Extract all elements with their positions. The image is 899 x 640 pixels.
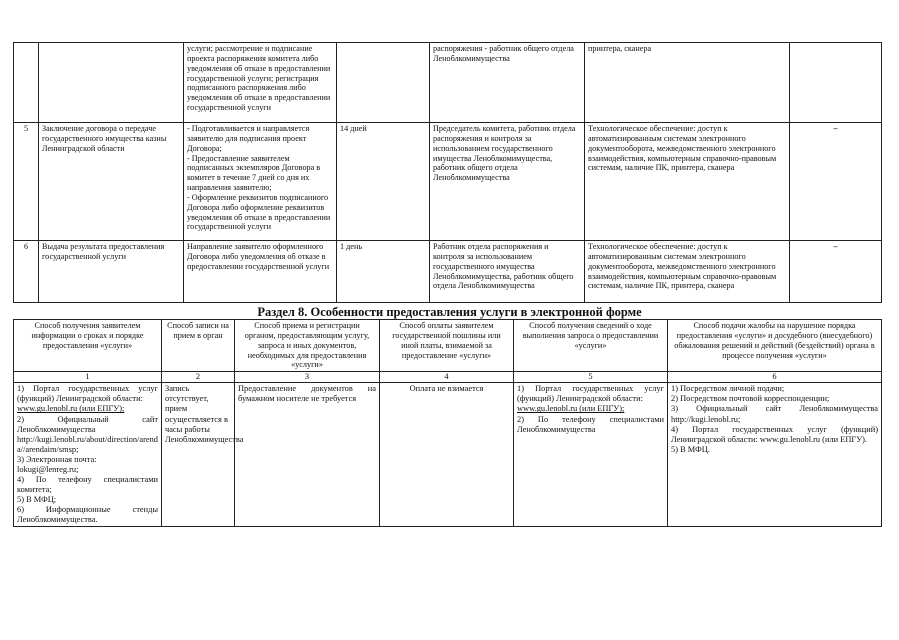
step-name — [39, 43, 184, 123]
step-procedure: - Подготавливается и направляется заявителю для подписания проект Договора; - Предоставление заявителем подписанных экземпляров Договора в комитет в течение 7 дней со дня их направления заявителю; - Оформление реквизитов подписанного Договора либо оформление реквизитов уведомления об отказе в предоставлении государственной услуги — [184, 123, 337, 241]
step-procedure: услуги; рассмотрение и подписание проекта распоряжения комитета либо уведомления об отказе в предоставлении государственной услуги; регистрация подписанного распоряжения либо уведомления об отказе в предоставлении государственной услуги — [184, 43, 337, 123]
appointment-cell: Запись отсутствует, прием осуществляется в часы работы Леноблкомимущества — [162, 383, 235, 527]
email-link[interactable]: lokugi@lenreg.ru; — [17, 464, 79, 474]
step-executor: распоряжения - работник общего отдела Леноблкомимущества — [430, 43, 585, 123]
step-term — [337, 43, 430, 123]
list-item: 1) Посредством личной подачи; — [671, 384, 785, 394]
list-item: 5) В МФЦ. — [671, 444, 710, 454]
step-name: Выдача результата предоставления государственной услуги — [39, 241, 184, 303]
step-resources: Технологическое обеспечение: доступ к автоматизированным системам электронного документооборота, межведомственного электронного взаимодействия, компьютерным справочно-правовым системам, наличие ПК, принтера, сканера — [585, 123, 790, 241]
portal-link[interactable]: www.gu.lenobl.ru (или ЕПГУ); — [17, 404, 125, 414]
step-term: 14 дней — [337, 123, 430, 241]
number-row — [14, 372, 882, 383]
step-term: 1 день — [337, 241, 430, 303]
header-row — [14, 320, 882, 372]
list-item: 2) Посредством почтовой корреспонденции; — [671, 394, 830, 404]
status-info-cell — [514, 383, 668, 527]
column-header: Способ приема и регистрации органом, предоставляющим услугу, запроса и иных документов, необходимых для предоставления «услуги» — [235, 320, 380, 372]
column-number: 2 — [162, 372, 235, 383]
step-number — [14, 43, 39, 123]
info-methods-cell — [14, 383, 162, 527]
section-title: Раздел 8. Особенности предоставления услуги в электронной форме — [257, 305, 642, 319]
list-item: 1) Портал государственных услуг (функций) Ленинградской области: — [517, 384, 664, 404]
list-item: 1) Портал государственных услуг (функций) Ленинградской области: — [17, 384, 158, 404]
site-link[interactable]: http://kugi.lenobl.ru/about/direction/arenda//arendaim/smsp; — [17, 434, 158, 454]
list-item: 4) По телефону специалистами комитета; — [17, 475, 158, 495]
step-procedure: Направление заявителю оформленного Договора либо уведомления об отказе в предоставлении государственной услуги — [184, 241, 337, 303]
step-executor: Председатель комитета, работник отдела распоряжения и контроля за использованием государственного имущества Леноблкомимущества, работник общего отдела Леноблкомимущества — [430, 123, 585, 241]
complaint-cell — [668, 383, 882, 527]
portal-link[interactable]: www.gu.lenobl.ru (или ЕПГУ); — [517, 404, 625, 414]
step-number: 5 — [14, 123, 39, 241]
column-number: 5 — [514, 372, 668, 383]
step-executor: Работник отдела распоряжения и контроля за использованием государственного имущества Леноблкомимущества, работник общего отдела Леноблкомимущества — [430, 241, 585, 303]
list-item: 2) Официальный сайт Леноблкомимущества — [17, 414, 158, 434]
table-row — [14, 241, 882, 303]
step-forms: – — [790, 123, 882, 241]
list-item: 3) Электронная почта: — [17, 454, 97, 464]
table-row — [14, 383, 882, 527]
step-resources: Технологическое обеспечение: доступ к автоматизированным системам электронного документооборота, межведомственного электронного взаимодействия, компьютерным справочно-правовым системам, наличие ПК, принтера, сканера — [585, 241, 790, 303]
document-reception-cell: Предоставление документов на бумажном носителе не требуется — [235, 383, 380, 527]
process-table — [13, 42, 882, 303]
column-header: Способ оплаты заявителем государственной пошлины или иной платы, взимаемой за предоставление «услуги» — [380, 320, 514, 372]
table-row — [14, 123, 882, 241]
step-resources: принтера, сканера — [585, 43, 790, 123]
list-item: 3) Официальный сайт Леноблкомимущества http://kugi.lenobl.ru; — [671, 404, 878, 424]
step-forms: – — [790, 241, 882, 303]
step-forms — [790, 43, 882, 123]
step-name: Заключение договора о передаче государственного имущества казны Ленинградской области — [39, 123, 184, 241]
step-number: 6 — [14, 241, 39, 303]
list-item: 5) В МФЦ; — [17, 495, 57, 505]
list-item: 2) По телефону специалистами Леноблкомимущества — [517, 414, 664, 434]
column-number: 3 — [235, 372, 380, 383]
list-item: 6) Информационные стенды Леноблкомимущества. — [17, 505, 158, 525]
column-header: Способ записи на прием в орган — [162, 320, 235, 372]
column-number: 6 — [668, 372, 882, 383]
table-row — [14, 43, 882, 123]
column-number: 4 — [380, 372, 514, 383]
column-header: Способ получения сведений о ходе выполнения запроса о предоставлении «услуги» — [514, 320, 668, 372]
list-item: 4) Портал государственных услуг (функций) Ленинградской области: www.gu.lenobl.ru (или ЕПГУ). — [671, 424, 878, 444]
column-header: Способ подачи жалобы на нарушение порядка предоставления «услуги» и досудебного (внесудебного) обжалования решений и действий (бездействий) органа в процессе получения «услуги» — [668, 320, 882, 372]
column-number: 1 — [14, 372, 162, 383]
electronic-form-table — [13, 319, 882, 527]
payment-cell: Оплата не взимается — [380, 383, 514, 527]
column-header: Способ получения заявителем информации о сроках и порядке предоставления «услуги» — [14, 320, 162, 372]
